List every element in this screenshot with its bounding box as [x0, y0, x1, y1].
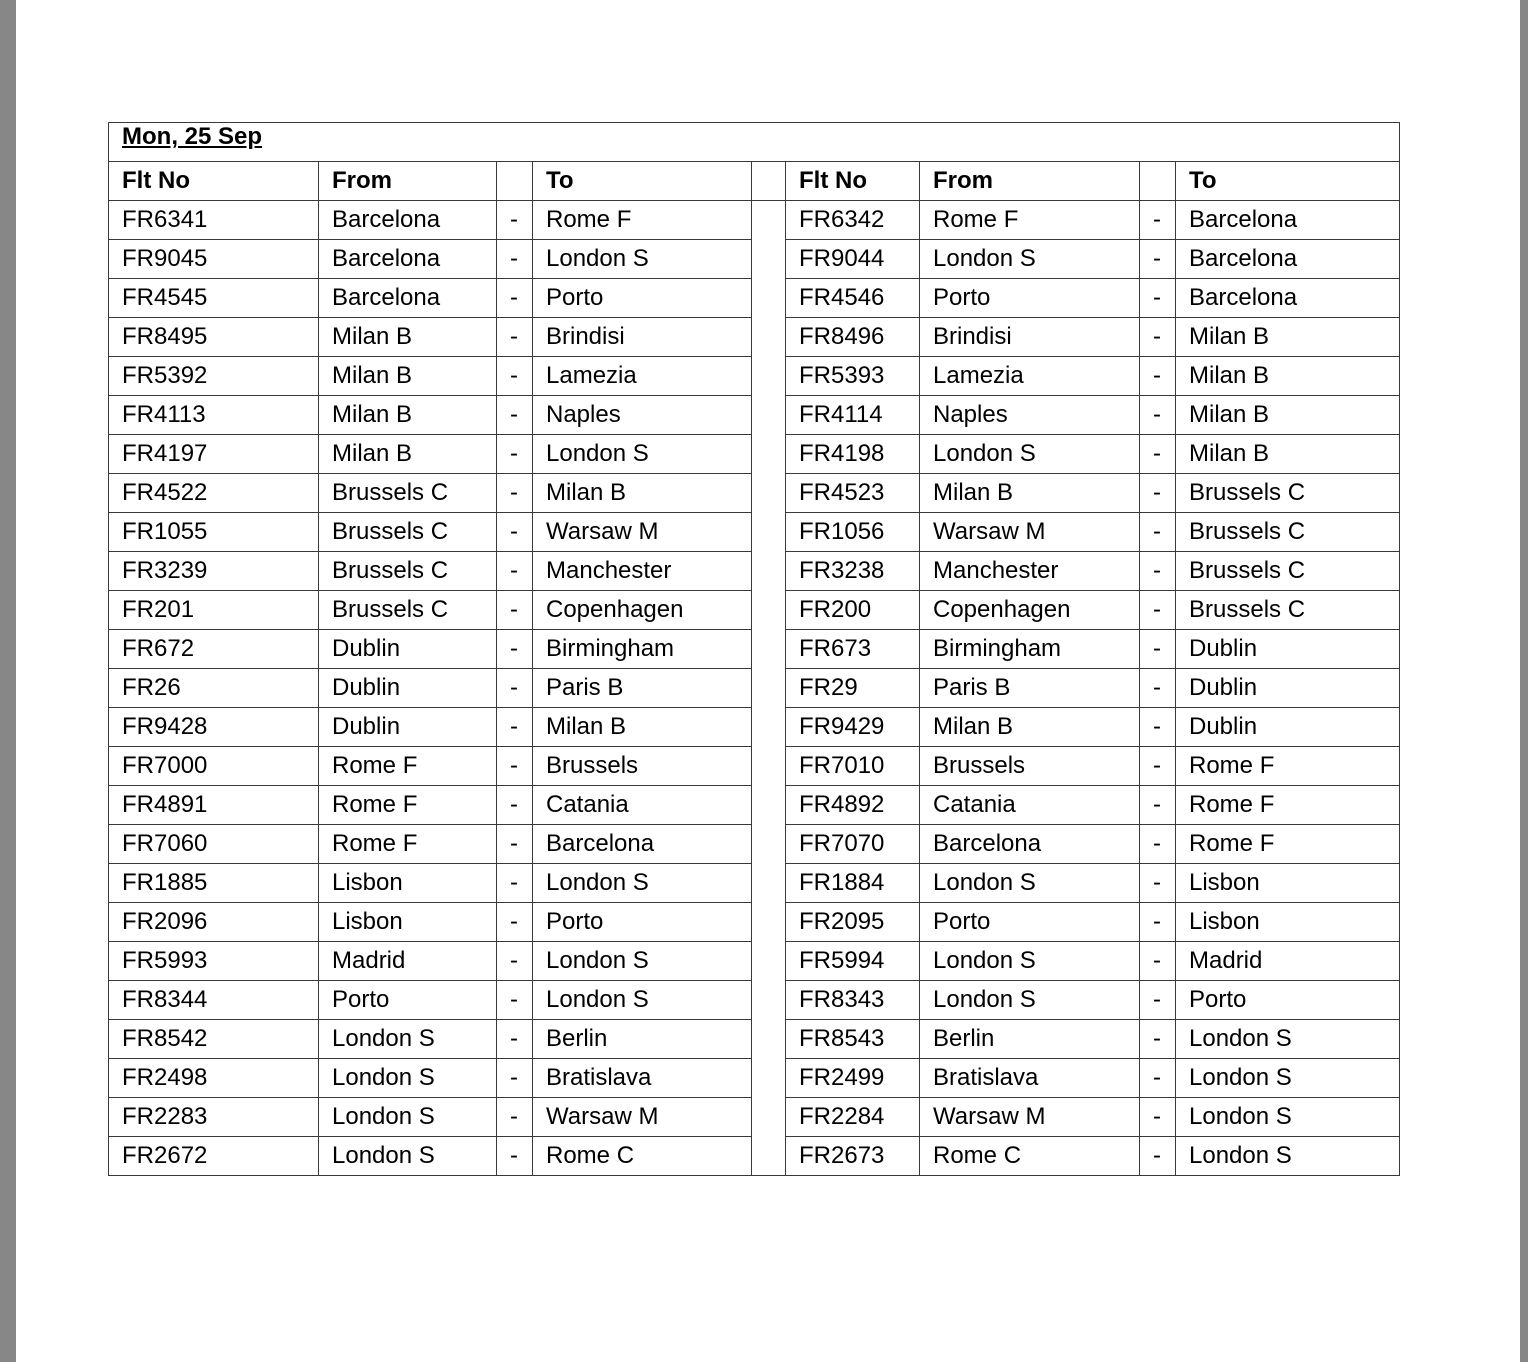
- outbound-separator: -: [497, 1059, 533, 1098]
- return-destination: Barcelona: [1176, 279, 1400, 318]
- outbound-destination: London S: [533, 240, 752, 279]
- title-cell: [109, 123, 1400, 162]
- return-flight-number: FR1056: [786, 513, 920, 552]
- return-origin: Catania: [920, 786, 1140, 825]
- return-separator: -: [1140, 630, 1176, 669]
- outbound-destination: London S: [533, 942, 752, 981]
- outbound-separator: -: [497, 318, 533, 357]
- outbound-origin: Rome F: [319, 825, 497, 864]
- outbound-destination: Brussels: [533, 747, 752, 786]
- outbound-separator: -: [497, 1020, 533, 1059]
- return-destination: Porto: [1176, 981, 1400, 1020]
- return-origin: Bratislava: [920, 1059, 1140, 1098]
- outbound-destination: Rome F: [533, 201, 752, 240]
- outbound-destination: Rome C: [533, 1137, 752, 1176]
- outbound-flight-number: FR4545: [109, 279, 319, 318]
- return-destination: Barcelona: [1176, 201, 1400, 240]
- outbound-flight-number: FR7060: [109, 825, 319, 864]
- return-destination: Milan B: [1176, 396, 1400, 435]
- return-separator: -: [1140, 396, 1176, 435]
- outbound-destination: London S: [533, 435, 752, 474]
- return-origin: Lamezia: [920, 357, 1140, 396]
- return-separator: -: [1140, 552, 1176, 591]
- outbound-destination: Catania: [533, 786, 752, 825]
- outbound-flight-number: FR6341: [109, 201, 319, 240]
- return-separator: -: [1140, 1059, 1176, 1098]
- outbound-origin: Dublin: [319, 669, 497, 708]
- return-separator: -: [1140, 1137, 1176, 1176]
- outbound-separator: -: [497, 825, 533, 864]
- outbound-flight-number: FR5993: [109, 942, 319, 981]
- return-separator: -: [1140, 513, 1176, 552]
- outbound-origin: Brussels C: [319, 591, 497, 630]
- return-origin: London S: [920, 981, 1140, 1020]
- outbound-flight-number: FR4522: [109, 474, 319, 513]
- outbound-destination: Paris B: [533, 669, 752, 708]
- flight-row: [109, 201, 1400, 240]
- return-flight-number: FR2284: [786, 1098, 920, 1137]
- outbound-flight-number: FR4113: [109, 396, 319, 435]
- return-separator: -: [1140, 435, 1176, 474]
- return-origin: Birmingham: [920, 630, 1140, 669]
- outbound-flight-number: FR8495: [109, 318, 319, 357]
- outbound-flight-number: FR2096: [109, 903, 319, 942]
- header-return-from: From: [920, 162, 1140, 201]
- outbound-origin: Lisbon: [319, 903, 497, 942]
- outbound-destination: Copenhagen: [533, 591, 752, 630]
- return-destination: Brussels C: [1176, 513, 1400, 552]
- return-separator: -: [1140, 786, 1176, 825]
- return-flight-number: FR4546: [786, 279, 920, 318]
- outbound-destination: Warsaw M: [533, 513, 752, 552]
- column-gutter: [752, 201, 786, 1176]
- return-flight-number: FR8496: [786, 318, 920, 357]
- outbound-origin: Milan B: [319, 435, 497, 474]
- return-origin: Berlin: [920, 1020, 1140, 1059]
- return-flight-number: FR7010: [786, 747, 920, 786]
- outbound-separator: -: [497, 1098, 533, 1137]
- return-destination: London S: [1176, 1098, 1400, 1137]
- return-destination: Brussels C: [1176, 474, 1400, 513]
- outbound-origin: Barcelona: [319, 201, 497, 240]
- schedule-body: [109, 201, 1400, 1176]
- flight-schedule-table: [108, 122, 1400, 1176]
- schedule-date-title: Mon, 25 Sep: [122, 123, 263, 150]
- outbound-separator: -: [497, 903, 533, 942]
- outbound-flight-number: FR2498: [109, 1059, 319, 1098]
- outbound-origin: Milan B: [319, 318, 497, 357]
- return-destination: London S: [1176, 1059, 1400, 1098]
- header-return-flt-no: Flt No: [786, 162, 920, 201]
- outbound-separator: -: [497, 435, 533, 474]
- return-origin: Copenhagen: [920, 591, 1140, 630]
- outbound-origin: London S: [319, 1098, 497, 1137]
- outbound-destination: Bratislava: [533, 1059, 752, 1098]
- return-origin: Rome C: [920, 1137, 1140, 1176]
- outbound-origin: Lisbon: [319, 864, 497, 903]
- return-origin: Brussels: [920, 747, 1140, 786]
- return-destination: Milan B: [1176, 318, 1400, 357]
- outbound-destination: Birmingham: [533, 630, 752, 669]
- return-separator: -: [1140, 942, 1176, 981]
- outbound-flight-number: FR7000: [109, 747, 319, 786]
- outbound-separator: -: [497, 201, 533, 240]
- outbound-flight-number: FR1885: [109, 864, 319, 903]
- header-outbound-from: From: [319, 162, 497, 201]
- return-origin: Brindisi: [920, 318, 1140, 357]
- return-destination: Milan B: [1176, 435, 1400, 474]
- return-separator: -: [1140, 747, 1176, 786]
- return-flight-number: FR2499: [786, 1059, 920, 1098]
- outbound-flight-number: FR3239: [109, 552, 319, 591]
- outbound-origin: Barcelona: [319, 279, 497, 318]
- return-destination: Dublin: [1176, 630, 1400, 669]
- return-separator: -: [1140, 474, 1176, 513]
- return-origin: Porto: [920, 903, 1140, 942]
- return-flight-number: FR4198: [786, 435, 920, 474]
- return-origin: Milan B: [920, 474, 1140, 513]
- return-origin: Paris B: [920, 669, 1140, 708]
- return-origin: Naples: [920, 396, 1140, 435]
- outbound-separator: -: [497, 786, 533, 825]
- outbound-origin: London S: [319, 1020, 497, 1059]
- outbound-origin: Dublin: [319, 708, 497, 747]
- viewer-right-margin: [1520, 0, 1528, 1362]
- return-flight-number: FR5994: [786, 942, 920, 981]
- return-destination: Madrid: [1176, 942, 1400, 981]
- return-flight-number: FR6342: [786, 201, 920, 240]
- outbound-origin: Brussels C: [319, 513, 497, 552]
- outbound-separator: -: [497, 357, 533, 396]
- return-flight-number: FR2673: [786, 1137, 920, 1176]
- return-destination: Rome F: [1176, 825, 1400, 864]
- outbound-separator: -: [497, 708, 533, 747]
- outbound-destination: Lamezia: [533, 357, 752, 396]
- header-outbound-separator: [497, 162, 533, 201]
- return-separator: -: [1140, 201, 1176, 240]
- outbound-origin: Rome F: [319, 747, 497, 786]
- return-destination: Brussels C: [1176, 591, 1400, 630]
- outbound-flight-number: FR4891: [109, 786, 319, 825]
- return-destination: Dublin: [1176, 669, 1400, 708]
- header-gutter: [752, 162, 786, 201]
- return-flight-number: FR4114: [786, 396, 920, 435]
- return-destination: London S: [1176, 1020, 1400, 1059]
- return-destination: Barcelona: [1176, 240, 1400, 279]
- return-flight-number: FR673: [786, 630, 920, 669]
- outbound-flight-number: FR8542: [109, 1020, 319, 1059]
- return-separator: -: [1140, 864, 1176, 903]
- return-flight-number: FR2095: [786, 903, 920, 942]
- return-flight-number: FR5393: [786, 357, 920, 396]
- outbound-origin: London S: [319, 1059, 497, 1098]
- return-destination: Dublin: [1176, 708, 1400, 747]
- outbound-destination: Naples: [533, 396, 752, 435]
- outbound-separator: -: [497, 669, 533, 708]
- header-row: [109, 162, 1400, 201]
- return-flight-number: FR4523: [786, 474, 920, 513]
- return-flight-number: FR200: [786, 591, 920, 630]
- outbound-destination: London S: [533, 981, 752, 1020]
- document-page: [16, 0, 1520, 1362]
- outbound-separator: -: [497, 981, 533, 1020]
- outbound-flight-number: FR4197: [109, 435, 319, 474]
- outbound-flight-number: FR9428: [109, 708, 319, 747]
- outbound-origin: Porto: [319, 981, 497, 1020]
- return-separator: -: [1140, 981, 1176, 1020]
- outbound-flight-number: FR5392: [109, 357, 319, 396]
- outbound-flight-number: FR2672: [109, 1137, 319, 1176]
- return-origin: Warsaw M: [920, 513, 1140, 552]
- return-destination: Lisbon: [1176, 903, 1400, 942]
- return-flight-number: FR7070: [786, 825, 920, 864]
- outbound-origin: London S: [319, 1137, 497, 1176]
- outbound-destination: Porto: [533, 903, 752, 942]
- outbound-separator: -: [497, 747, 533, 786]
- outbound-destination: Porto: [533, 279, 752, 318]
- return-destination: Lisbon: [1176, 864, 1400, 903]
- outbound-origin: Brussels C: [319, 552, 497, 591]
- outbound-separator: -: [497, 630, 533, 669]
- return-separator: -: [1140, 903, 1176, 942]
- return-destination: Brussels C: [1176, 552, 1400, 591]
- return-separator: -: [1140, 825, 1176, 864]
- return-flight-number: FR1884: [786, 864, 920, 903]
- outbound-origin: Milan B: [319, 357, 497, 396]
- outbound-flight-number: FR672: [109, 630, 319, 669]
- return-destination: Rome F: [1176, 747, 1400, 786]
- return-flight-number: FR9429: [786, 708, 920, 747]
- outbound-destination: Brindisi: [533, 318, 752, 357]
- header-outbound-flt-no: Flt No: [109, 162, 319, 201]
- outbound-destination: Berlin: [533, 1020, 752, 1059]
- outbound-flight-number: FR8344: [109, 981, 319, 1020]
- return-separator: -: [1140, 279, 1176, 318]
- return-origin: London S: [920, 240, 1140, 279]
- outbound-origin: Madrid: [319, 942, 497, 981]
- return-destination: Milan B: [1176, 357, 1400, 396]
- return-origin: Manchester: [920, 552, 1140, 591]
- outbound-separator: -: [497, 591, 533, 630]
- outbound-flight-number: FR26: [109, 669, 319, 708]
- outbound-destination: Milan B: [533, 708, 752, 747]
- outbound-separator: -: [497, 240, 533, 279]
- outbound-separator: -: [497, 1137, 533, 1176]
- outbound-origin: Milan B: [319, 396, 497, 435]
- outbound-separator: -: [497, 474, 533, 513]
- outbound-origin: Brussels C: [319, 474, 497, 513]
- return-separator: -: [1140, 591, 1176, 630]
- header-outbound-to: To: [533, 162, 752, 201]
- outbound-destination: Manchester: [533, 552, 752, 591]
- return-separator: -: [1140, 357, 1176, 396]
- title-row: [109, 123, 1400, 162]
- outbound-separator: -: [497, 552, 533, 591]
- return-origin: Warsaw M: [920, 1098, 1140, 1137]
- return-separator: -: [1140, 708, 1176, 747]
- outbound-separator: -: [497, 942, 533, 981]
- return-separator: -: [1140, 1020, 1176, 1059]
- header-return-to: To: [1176, 162, 1400, 201]
- return-separator: -: [1140, 1098, 1176, 1137]
- outbound-destination: Warsaw M: [533, 1098, 752, 1137]
- return-separator: -: [1140, 669, 1176, 708]
- return-origin: Barcelona: [920, 825, 1140, 864]
- viewer-left-margin: [0, 0, 16, 1362]
- return-flight-number: FR3238: [786, 552, 920, 591]
- outbound-flight-number: FR201: [109, 591, 319, 630]
- outbound-separator: -: [497, 513, 533, 552]
- outbound-origin: Dublin: [319, 630, 497, 669]
- return-separator: -: [1140, 318, 1176, 357]
- return-destination: Rome F: [1176, 786, 1400, 825]
- outbound-separator: -: [497, 396, 533, 435]
- return-origin: London S: [920, 942, 1140, 981]
- outbound-origin: Rome F: [319, 786, 497, 825]
- return-flight-number: FR4892: [786, 786, 920, 825]
- outbound-flight-number: FR9045: [109, 240, 319, 279]
- return-origin: Porto: [920, 279, 1140, 318]
- return-destination: London S: [1176, 1137, 1400, 1176]
- return-origin: London S: [920, 864, 1140, 903]
- outbound-destination: Barcelona: [533, 825, 752, 864]
- outbound-separator: -: [497, 279, 533, 318]
- return-flight-number: FR8543: [786, 1020, 920, 1059]
- return-separator: -: [1140, 240, 1176, 279]
- return-flight-number: FR29: [786, 669, 920, 708]
- outbound-destination: Milan B: [533, 474, 752, 513]
- outbound-separator: -: [497, 864, 533, 903]
- return-flight-number: FR8343: [786, 981, 920, 1020]
- outbound-flight-number: FR2283: [109, 1098, 319, 1137]
- return-flight-number: FR9044: [786, 240, 920, 279]
- outbound-destination: London S: [533, 864, 752, 903]
- return-origin: Milan B: [920, 708, 1140, 747]
- outbound-flight-number: FR1055: [109, 513, 319, 552]
- header-return-separator: [1140, 162, 1176, 201]
- outbound-origin: Barcelona: [319, 240, 497, 279]
- return-origin: London S: [920, 435, 1140, 474]
- return-origin: Rome F: [920, 201, 1140, 240]
